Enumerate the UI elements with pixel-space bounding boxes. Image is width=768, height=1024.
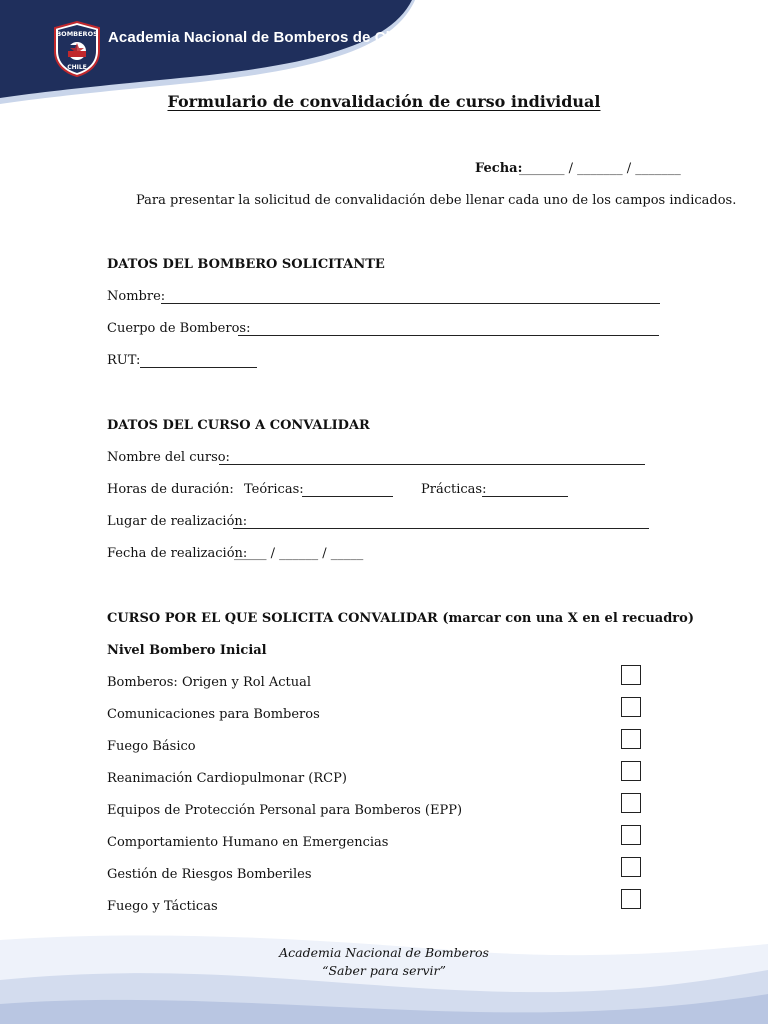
course-checkbox[interactable]: [621, 761, 641, 781]
level-heading: Nivel Bombero Inicial: [107, 643, 267, 658]
name-field[interactable]: [161, 303, 660, 304]
name-label: Nombre:: [107, 289, 166, 304]
course-checkbox[interactable]: [621, 665, 641, 685]
department-label: Cuerpo de Bomberos:: [107, 321, 251, 336]
date-label: Fecha:: [475, 161, 523, 176]
organization-name: Academia Nacional de Bomberos de Chile: [108, 29, 412, 46]
course-option-label: Gestión de Riesgos Bomberiles: [107, 867, 312, 882]
course-option-label: Bomberos: Origen y Rol Actual: [107, 675, 312, 690]
section-course-heading: DATOS DEL CURSO A CONVALIDAR: [107, 418, 370, 433]
footer-motto: “Saber para servir”: [322, 963, 446, 978]
course-option-label: Fuego y Tácticas: [107, 899, 218, 914]
course-checkbox[interactable]: [621, 729, 641, 749]
section-target-heading: CURSO POR EL QUE SOLICITA CONVALIDAR (marcar con una X en el recuadro): [107, 611, 694, 626]
course-checkbox[interactable]: [621, 857, 641, 877]
date-blanks[interactable]: _______ / _______ / _______: [519, 161, 681, 176]
course-checkbox[interactable]: [621, 889, 641, 909]
theory-hours-field[interactable]: [302, 496, 393, 497]
svg-text:BOMBEROS: BOMBEROS: [56, 30, 98, 38]
rut-label: RUT:: [107, 353, 141, 368]
course-checkbox[interactable]: [621, 793, 641, 813]
course-date-label: Fecha de realización:: [107, 546, 248, 561]
form-title: Formulario de convalidación de curso individual: [167, 92, 601, 111]
course-option-label: Fuego Básico: [107, 739, 196, 754]
place-label: Lugar de realización:: [107, 514, 248, 529]
footer-academy: Academia Nacional de Bomberos: [279, 945, 489, 960]
bomberos-logo: [52, 21, 102, 77]
course-checkbox[interactable]: [621, 697, 641, 717]
place-field[interactable]: [233, 528, 649, 529]
department-field[interactable]: [238, 335, 659, 336]
course-date-blanks[interactable]: _____ / ______ / _____: [234, 546, 364, 561]
course-name-field[interactable]: [219, 464, 645, 465]
course-checkbox[interactable]: [621, 825, 641, 845]
practice-hours-field[interactable]: [482, 496, 568, 497]
course-option-label: Equipos de Protección Personal para Bomberos (EPP): [107, 803, 463, 818]
hours-label: Horas de duración:: [107, 482, 234, 497]
course-option-label: Reanimación Cardiopulmonar (RCP): [107, 771, 347, 786]
course-option-label: Comunicaciones para Bomberos: [107, 707, 320, 722]
theory-label: Teóricas:: [244, 482, 304, 497]
section-applicant-heading: DATOS DEL BOMBERO SOLICITANTE: [107, 257, 385, 272]
intro-text: Para presentar la solicitud de convalidación debe llenar cada uno de los campos indicados.: [136, 193, 737, 208]
rut-field[interactable]: [140, 367, 257, 368]
course-name-label: Nombre del curso:: [107, 450, 230, 465]
svg-text:CHILE: CHILE: [67, 64, 87, 71]
course-option-label: Comportamiento Humano en Emergencias: [107, 835, 389, 850]
practice-label: Prácticas:: [421, 482, 487, 497]
